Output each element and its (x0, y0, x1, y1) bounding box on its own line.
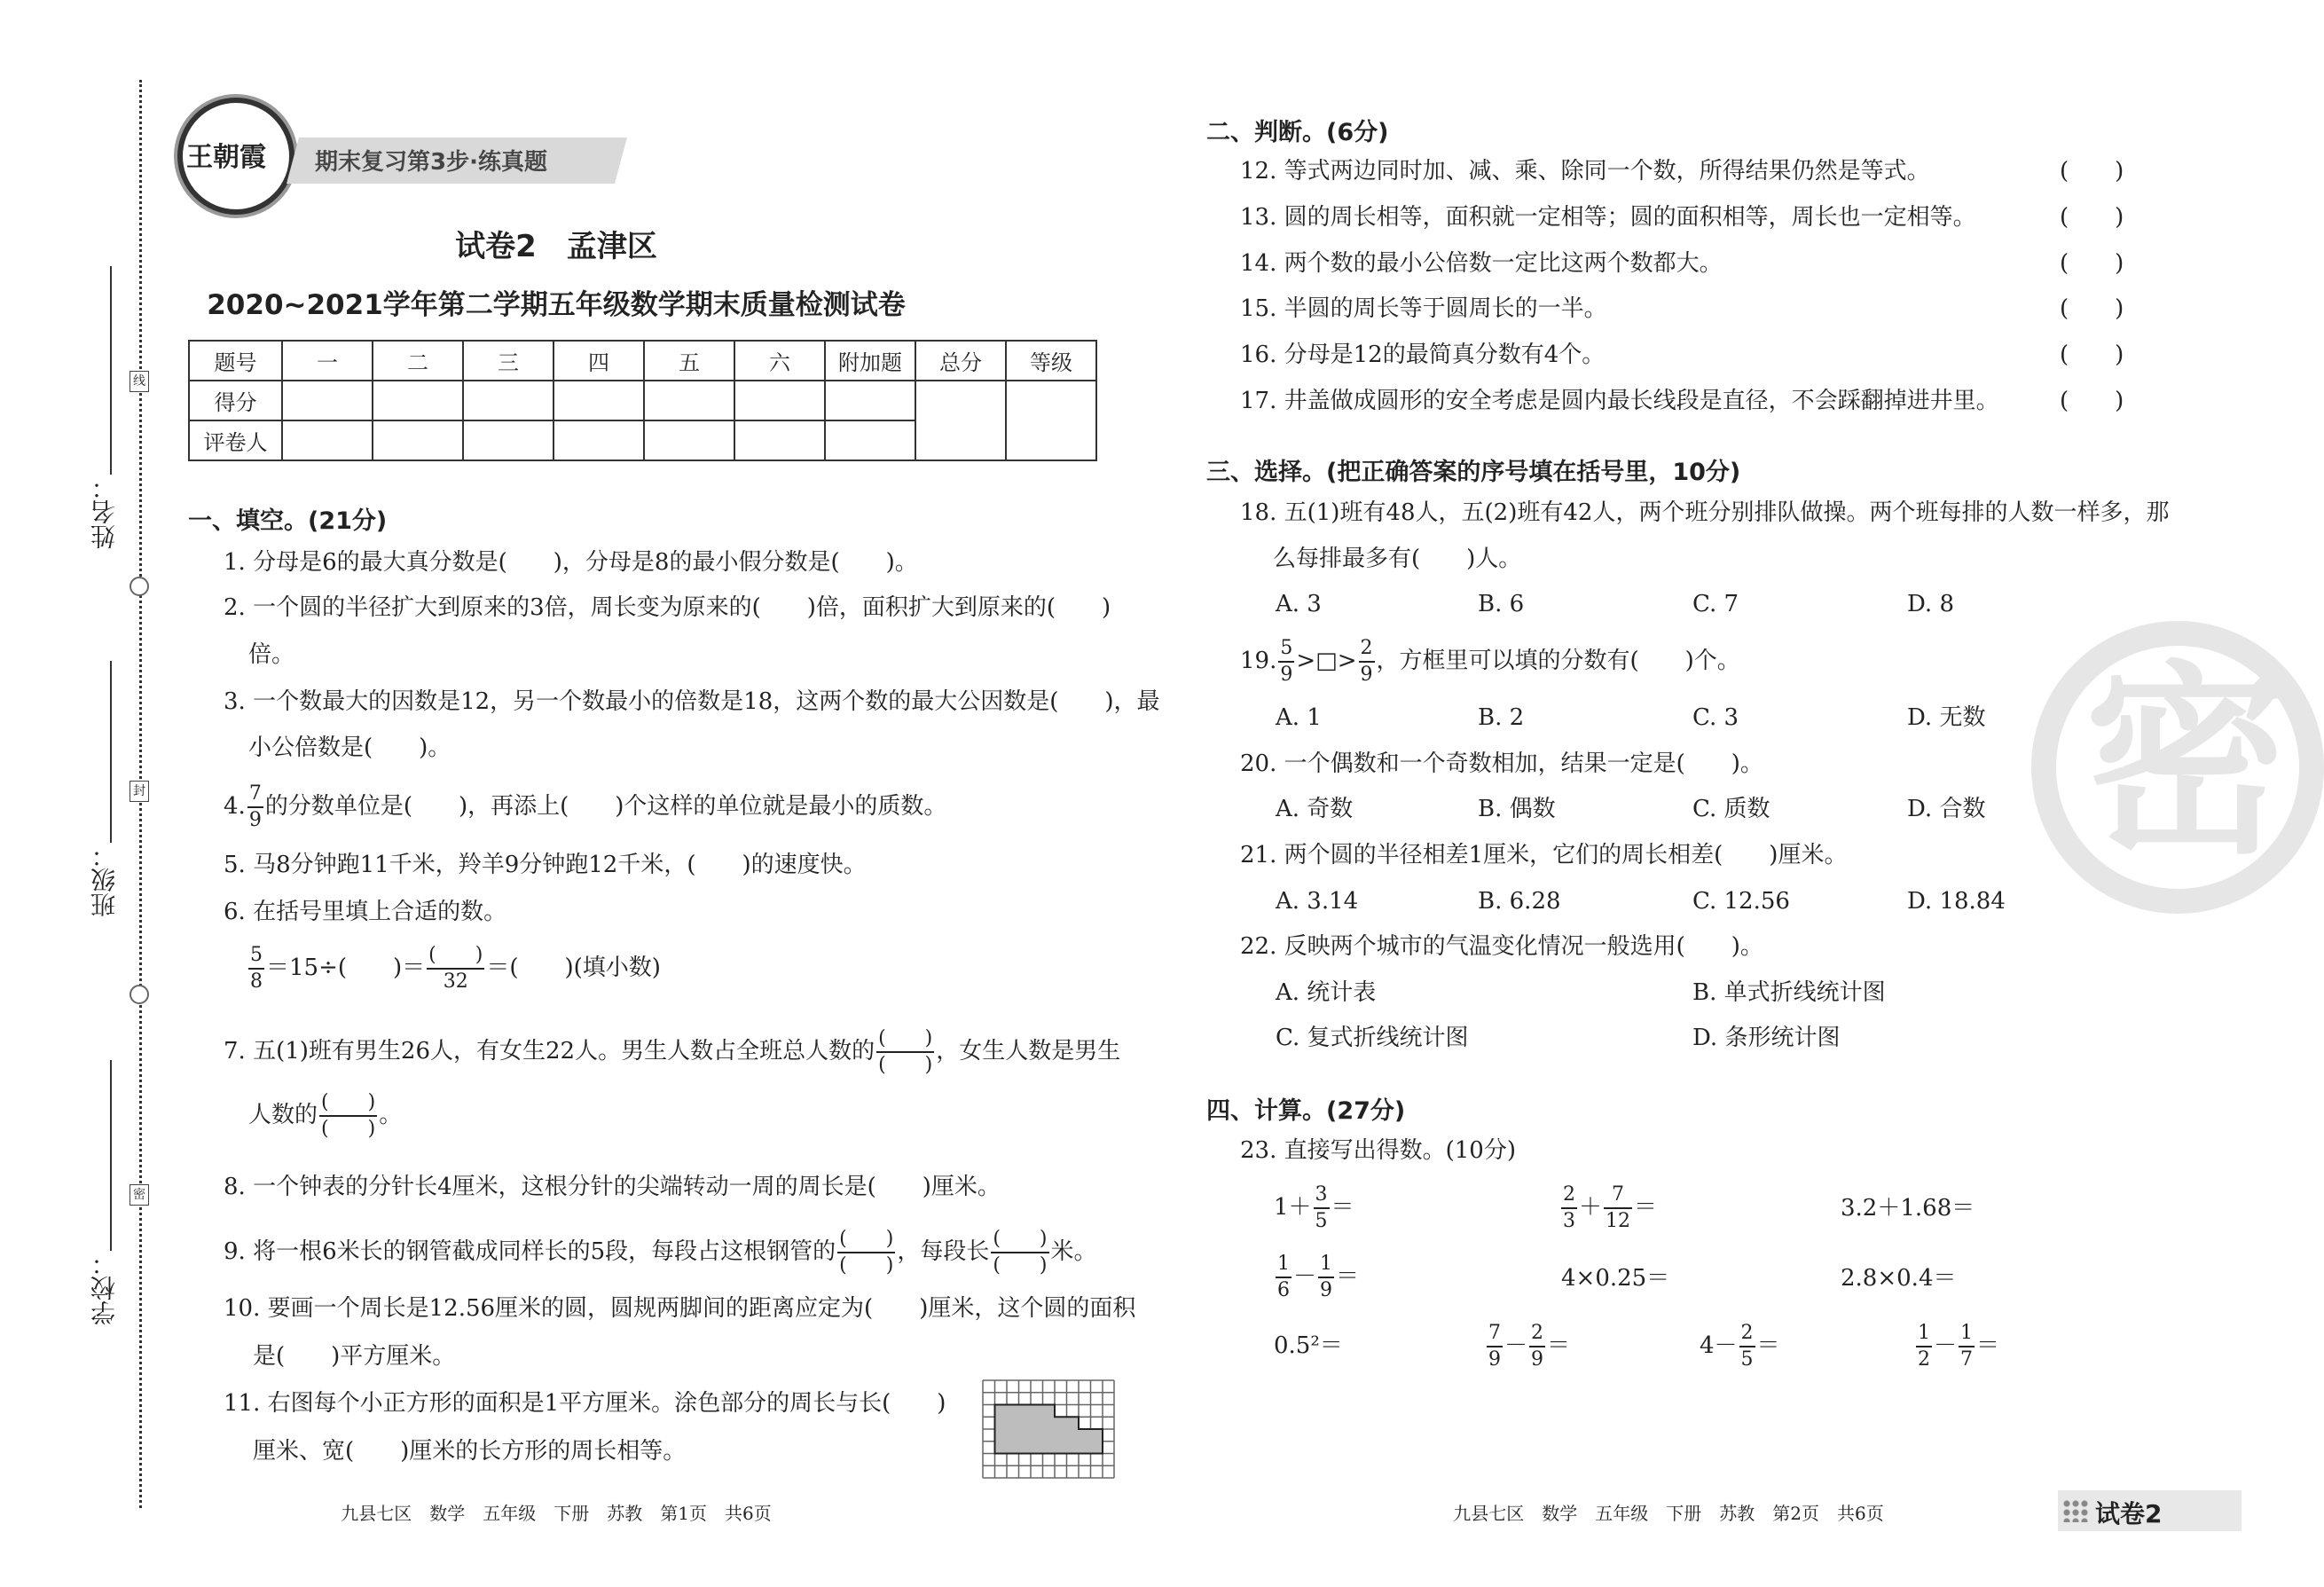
grader-cell[interactable] (373, 420, 463, 460)
question-20: 20. 一个偶数和一个奇数相加，结果一定是( )。 (1240, 750, 1763, 777)
calc-1-num: 3 (1314, 1185, 1330, 1209)
class-label: 班级： (90, 843, 119, 917)
question-11-cont: 厘米、宽( )厘米的长方形的周长相等。 (253, 1438, 687, 1465)
q19-number: 19. (1240, 648, 1277, 674)
calc-8-frac-1 (1487, 1324, 1503, 1370)
grader-cell[interactable] (644, 420, 734, 460)
calc-4-num-2: 1 (1318, 1254, 1334, 1278)
answer-paren-17[interactable]: ( ) (2060, 388, 2124, 414)
score-header-cell: 一 (282, 341, 373, 381)
calc-2-frac-2 (1604, 1185, 1632, 1231)
blank: ( ) (878, 1054, 933, 1076)
score-cell[interactable] (463, 381, 554, 420)
paper-subtitle: 2020~2021学年第二学期五年级数学期末质量检测试卷 (207, 289, 906, 321)
q9-end: 米。 (1050, 1238, 1097, 1265)
q22-option-d[interactable]: D. 条形统计图 (1692, 1025, 1841, 1051)
q4-numerator: 7 (247, 784, 263, 808)
q18-option-a[interactable]: A. 3 (1276, 591, 1322, 617)
grid-figure (983, 1380, 1114, 1478)
question-14: 14. 两个数的最小公倍数一定比这两个数都大。 (1240, 250, 1723, 277)
calc-4-frac-2 (1318, 1254, 1334, 1300)
question-6: 6. 在括号里填上合适的数。 (224, 899, 507, 925)
question-1: 1. 分母是6的最大真分数是( )，分母是8的最小假分数是( )。 (224, 549, 918, 576)
score-cell[interactable] (282, 381, 373, 420)
q9-mid: ，每段长 (897, 1238, 990, 1265)
question-22: 22. 反映两个城市的气温变化情况一般选用( )。 (1240, 933, 1763, 960)
calc-1-eq: ＝ (1331, 1194, 1354, 1221)
calc-9-eq: ＝ (1756, 1332, 1780, 1359)
q6-numerator: 5 (248, 946, 264, 970)
q21-option-d[interactable]: D. 18.84 (1907, 888, 2006, 915)
q19-option-a[interactable]: A. 1 (1276, 704, 1322, 731)
grader-cell[interactable] (825, 420, 915, 460)
q9-fraction-blank-2 (991, 1230, 1048, 1276)
paper-title: 试卷2 孟津区 (455, 229, 657, 264)
seal-char-mi: 密 (130, 1184, 149, 1206)
footer-right: 九县七区 数学 五年级 下册 苏教 第2页 共6页 (1453, 1503, 1884, 1524)
school-label: 学校： (90, 1251, 119, 1325)
q4-number: 4. (224, 793, 246, 820)
footer-left: 九县七区 数学 五年级 下册 苏教 第1页 共6页 (341, 1503, 772, 1524)
q19-end: ，方框里可以填的分数有( )个。 (1376, 648, 1740, 674)
question-11: 11. 右图每个小正方形的面积是1平方厘米。涂色部分的周长与长( ) (224, 1390, 946, 1417)
section-calc: 四、计算。(27分) (1206, 1097, 1406, 1125)
calc-10-den-1: 2 (1918, 1348, 1930, 1371)
q4-text: 的分数单位是( )，再添上( )个这样的单位就是最小的质数。 (264, 793, 947, 820)
calc-4-den-1: 6 (1277, 1279, 1290, 1301)
seal-char-xian: 线 (130, 371, 149, 392)
calc-4 (1274, 1254, 1359, 1300)
question-3: 3. 一个数最大的因数是12，另一个数最小的倍数是18，这两个数的最大公因数是( )，最 (224, 688, 1160, 715)
q19-option-c[interactable]: C. 3 (1692, 704, 1739, 731)
calc-2-op: ＋ (1579, 1194, 1603, 1221)
q19-option-d[interactable]: D. 无数 (1907, 704, 1986, 731)
question-7-cont (248, 1093, 402, 1139)
calc-1 (1274, 1185, 1354, 1231)
calc-10-num-2: 1 (1959, 1324, 1975, 1347)
question-7 (224, 1029, 1120, 1075)
calc-1-pre: 1＋ (1274, 1194, 1312, 1221)
score-cell[interactable] (734, 381, 825, 420)
q19-num-2: 2 (1359, 639, 1375, 663)
calc-6: 2.8×0.4＝ (1841, 1265, 1957, 1292)
calc-8-den-2: 9 (1531, 1348, 1544, 1371)
q18-option-d[interactable]: D. 8 (1907, 591, 1954, 617)
question-10: 10. 要画一个周长是12.56厘米的圆，圆规两脚间的距离应定为( )厘米，这个圆的面积 (224, 1295, 1136, 1322)
question-13: 13. 圆的周长相等，面积就一定相等；圆的面积相等，周长也一定相等。 (1240, 204, 1976, 231)
score-cell[interactable] (644, 381, 734, 420)
score-table-header-row (189, 341, 1096, 381)
question-10-cont: 是( )平方厘米。 (253, 1343, 456, 1370)
blank: ( ) (991, 1230, 1048, 1253)
calc-4-op: － (1293, 1263, 1317, 1290)
q19-mid: >□> (1296, 648, 1357, 674)
q20-option-a[interactable]: A. 奇数 (1276, 796, 1354, 822)
banner-text: 期末复习第3步·练真题 (315, 149, 547, 176)
blank: ( ) (993, 1254, 1048, 1277)
q7b-fraction-blank (319, 1093, 377, 1139)
q6-denominator-2: 32 (443, 970, 468, 993)
q18-option-c[interactable]: C. 7 (1692, 591, 1739, 617)
calc-9-pre: 4－ (1700, 1332, 1738, 1359)
blank: ( ) (321, 1118, 376, 1140)
question-16: 16. 分母是12的最简真分数有4个。 (1240, 342, 1606, 368)
section-judge: 二、判断。(6分) (1206, 119, 1389, 146)
answer-paren-14[interactable]: ( ) (2060, 250, 2124, 277)
seal-circle (130, 985, 149, 1004)
watermark-char: 密 (2085, 645, 2289, 882)
grader-cell[interactable] (554, 420, 644, 460)
question-19 (1240, 639, 1740, 685)
calc-8-num-2: 2 (1529, 1324, 1545, 1347)
score-header-cell: 附加题 (825, 341, 915, 381)
calc-10-frac-1 (1916, 1324, 1932, 1370)
calc-2-frac-1 (1561, 1185, 1577, 1231)
score-header-cell: 四 (554, 341, 644, 381)
grade-cell[interactable] (1006, 381, 1096, 460)
calc-8-op: － (1504, 1332, 1528, 1359)
answer-paren-13[interactable]: ( ) (2060, 204, 2124, 231)
answer-paren-12[interactable]: ( ) (2060, 158, 2124, 185)
q6-mid: ＝15÷( )＝ (266, 955, 426, 981)
seal-watermark (2031, 621, 2324, 914)
q19-option-b[interactable]: B. 2 (1478, 704, 1525, 731)
calc-1-frac (1314, 1185, 1330, 1231)
score-header-cell: 总分 (915, 341, 1006, 381)
q19-fraction-2 (1359, 639, 1375, 685)
calc-5: 4×0.25＝ (1561, 1265, 1670, 1292)
q22-option-a[interactable]: A. 统计表 (1276, 979, 1377, 1006)
q18-option-b[interactable]: B. 6 (1478, 591, 1525, 617)
q6-end: ＝( )(填小数) (486, 955, 661, 981)
calc-3: 3.2＋1.68＝ (1841, 1195, 1975, 1222)
question-5: 5. 马8分钟跑11千米，羚羊9分钟跑12千米，( )的速度快。 (224, 852, 867, 878)
calc-2-den-2: 12 (1606, 1210, 1631, 1232)
seal-char-feng: 封 (130, 781, 149, 802)
calc-10-eq: ＝ (1976, 1332, 2000, 1359)
grader-cell[interactable] (463, 420, 554, 460)
q7b-end: 。 (379, 1102, 403, 1128)
score-cell[interactable] (554, 381, 644, 420)
calc-4-den-2: 9 (1320, 1279, 1333, 1301)
calc-9 (1700, 1324, 1780, 1370)
grader-row-label: 评卷人 (189, 420, 282, 460)
q4-fraction (247, 784, 263, 830)
answer-paren-16[interactable]: ( ) (2060, 342, 2124, 368)
question-17: 17. 井盖做成圆形的安全考虑是圆内最长线段是直径，不会踩翻掉进井里。 (1240, 388, 1999, 414)
score-header-cell: 二 (373, 341, 463, 381)
q21-option-b[interactable]: B. 6.28 (1478, 888, 1561, 915)
calc-10-num-1: 1 (1916, 1324, 1932, 1347)
seal-circle (130, 577, 149, 596)
q7b-text: 人数的 (248, 1102, 318, 1128)
page-tab-label: 试卷2 (2095, 1499, 2163, 1528)
logo-text: 王朝霞 (186, 142, 266, 173)
class-field[interactable] (110, 661, 112, 843)
school-field[interactable] (110, 1060, 112, 1251)
q19-fraction-1 (1278, 639, 1294, 685)
grader-cell[interactable] (734, 420, 825, 460)
blank: ( ) (839, 1254, 894, 1277)
q9-text: 9. 将一根6米长的钢管截成同样长的5段，每段占这根钢管的 (224, 1238, 836, 1265)
question-9 (224, 1230, 1097, 1276)
calc-9-den: 5 (1740, 1348, 1754, 1371)
score-cell[interactable] (825, 381, 915, 420)
score-header-cell: 六 (734, 341, 825, 381)
question-18: 18. 五(1)班有48人，五(2)班有42人，两个班分别排队做操。两个班每排的人数一样多，那 (1240, 499, 2170, 526)
calc-4-eq: ＝ (1336, 1263, 1360, 1290)
q9-fraction-blank (837, 1230, 895, 1276)
score-header-cell: 五 (644, 341, 734, 381)
calc-10 (1914, 1324, 1999, 1370)
q7-text: 7. 五(1)班有男生26人，有女生22人。男生人数占全班总人数的 (224, 1038, 875, 1065)
calc-2-eq: ＝ (1634, 1194, 1658, 1221)
calc-1-den: 5 (1315, 1210, 1328, 1232)
calc-9-frac (1739, 1324, 1755, 1370)
q6-fraction (248, 946, 264, 992)
score-header-cell: 三 (463, 341, 554, 381)
calc-4-num-1: 1 (1276, 1254, 1292, 1278)
q7-fraction-blank (876, 1029, 934, 1075)
q20-option-b[interactable]: B. 偶数 (1478, 796, 1556, 822)
name-label: 姓名： (90, 475, 119, 549)
question-2-cont: 倍。 (248, 641, 295, 668)
score-cell[interactable] (373, 381, 463, 420)
calc-7: 0.5²＝ (1274, 1332, 1343, 1359)
q6-numerator-blank: ( ) (427, 946, 484, 970)
question-12: 12. 等式两边同时加、减、乘、除同一个数，所得结果仍然是等式。 (1240, 158, 1930, 185)
q21-option-c[interactable]: C. 12.56 (1692, 888, 1790, 915)
question-21: 21. 两个圆的半径相差1厘米，它们的周长相差( )厘米。 (1240, 842, 1848, 868)
q6-denominator: 8 (250, 970, 263, 993)
calc-8-num-1: 7 (1487, 1324, 1503, 1347)
grader-cell[interactable] (282, 420, 373, 460)
score-row (189, 381, 1096, 420)
q6-fraction-2 (427, 946, 484, 992)
score-table (188, 340, 1097, 461)
blank: ( ) (319, 1093, 377, 1117)
calc-2-num-1: 2 (1561, 1185, 1577, 1209)
question-15: 15. 半圆的周长等于圆周长的一半。 (1240, 295, 1607, 322)
blank: ( ) (876, 1029, 934, 1053)
question-3-cont: 小公倍数是( )。 (248, 735, 451, 761)
calc-10-frac-2 (1959, 1324, 1975, 1370)
tab-dots-icon (2062, 1499, 2089, 1522)
blank: ( ) (837, 1230, 895, 1253)
q4-denominator: 9 (248, 809, 262, 831)
q19-den-2: 9 (1360, 664, 1373, 686)
q7-text-end: ，女生人数是男生 (936, 1038, 1121, 1065)
answer-paren-15[interactable]: ( ) (2060, 295, 2124, 322)
q19-num-1: 5 (1278, 639, 1294, 663)
q20-option-c[interactable]: C. 质数 (1692, 796, 1770, 822)
calc-2-num-2: 7 (1604, 1185, 1632, 1209)
q20-option-d[interactable]: D. 合数 (1907, 796, 1986, 822)
question-2: 2. 一个圆的半径扩大到原来的3倍，周长变为原来的( )倍，面积扩大到原来的( ) (224, 594, 1111, 621)
q21-option-a[interactable]: A. 3.14 (1276, 888, 1359, 915)
calc-8-eq: ＝ (1547, 1332, 1571, 1359)
q22-option-b[interactable]: B. 单式折线统计图 (1692, 979, 1886, 1006)
question-6-equation (247, 946, 661, 992)
question-18-cont: 么每排最多有( )人。 (1273, 546, 1522, 572)
calc-8 (1485, 1324, 1570, 1370)
logo-badge (177, 98, 294, 215)
calc-10-den-2: 7 (1960, 1348, 1974, 1371)
question-8: 8. 一个钟表的分针长4厘米，这根分针的尖端转动一周的周长是( )厘米。 (224, 1174, 1001, 1200)
calc-10-op: － (1934, 1332, 1958, 1359)
section-fill-blank: 一、填空。(21分) (188, 507, 388, 535)
question-23: 23. 直接写出得数。(10分) (1240, 1137, 1516, 1164)
calc-2-den-1: 3 (1563, 1210, 1575, 1232)
calc-9-num: 2 (1739, 1324, 1755, 1347)
calc-8-frac-2 (1529, 1324, 1545, 1370)
q22-option-c[interactable]: C. 复式折线统计图 (1276, 1025, 1469, 1051)
score-header-cell: 等级 (1006, 341, 1096, 381)
total-cell[interactable] (915, 381, 1006, 460)
calc-8-den-1: 9 (1488, 1348, 1501, 1371)
score-row-label: 得分 (189, 381, 282, 420)
q19-den-1: 9 (1280, 664, 1293, 686)
score-header-cell: 题号 (189, 341, 282, 381)
calc-2 (1559, 1185, 1657, 1231)
calc-4-frac-1 (1276, 1254, 1292, 1300)
question-4 (224, 784, 946, 830)
section-choice: 三、选择。(把正确答案的序号填在括号里，10分) (1206, 459, 1741, 486)
